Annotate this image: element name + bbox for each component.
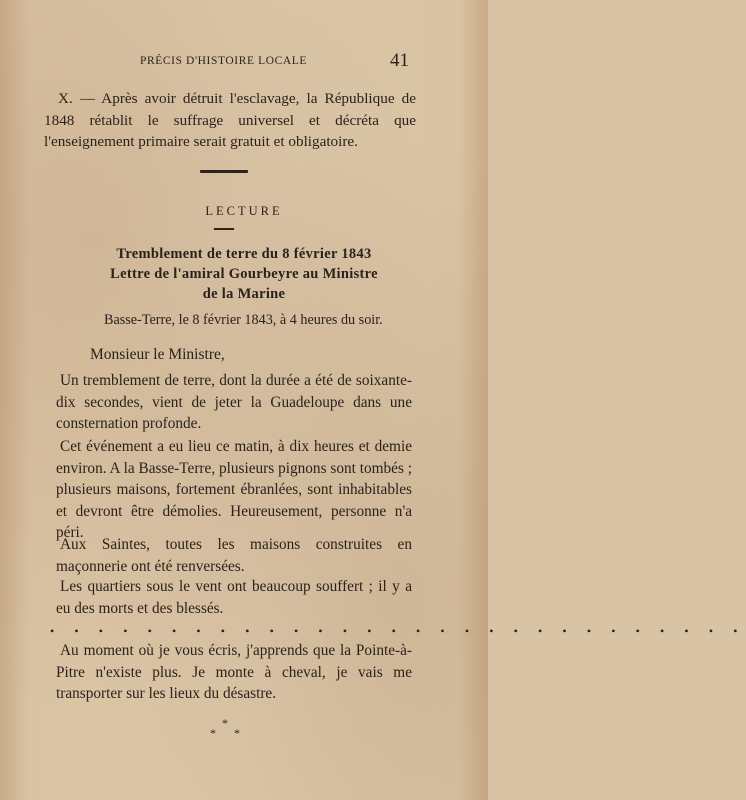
reading-title bbox=[44, 244, 444, 304]
reading-title-line-1: Tremblement de terre du 8 février 1843 bbox=[116, 246, 372, 262]
letter-date-line: Basse-Terre, le 8 février 1843, à 4 heures du soir. bbox=[104, 312, 383, 328]
reading-title-line-3: de la Marine bbox=[202, 286, 286, 302]
paragraph-text: Les quartiers sous le vent ont beaucoup souffert ; il y a eu des morts et des blessés. bbox=[56, 578, 412, 617]
running-title: PRÉCIS D'HISTOIRE LOCALE bbox=[140, 55, 308, 67]
asterism-star: * bbox=[210, 726, 216, 740]
letter-paragraph bbox=[56, 640, 412, 705]
letter-paragraph bbox=[56, 576, 412, 619]
lecture-heading: LECTURE bbox=[205, 204, 283, 218]
lecture-underline bbox=[214, 228, 234, 230]
paragraph-text: Un tremblement de terre, dont la durée a été de soixante-dix secondes, vient de jeter la Guadeloupe dans une consternation profonde. bbox=[56, 372, 412, 433]
letter-salutation: Monsieur le Ministre, bbox=[90, 346, 225, 363]
page-header bbox=[0, 52, 488, 72]
letter-paragraph bbox=[56, 436, 412, 544]
asterism-star: * bbox=[234, 726, 240, 740]
paragraph-text: Cet événement a eu lieu ce matin, à dix heures et demie environ. A la Basse-Terre, plusieurs pignons sont tombés ; plusieurs maisons, fortement ébranlées, sont inhabitables et devront être démolies. Heureusement, personne n'a péri. bbox=[56, 438, 412, 542]
section-x-paragraph: X. — Après avoir détruit l'esclavage, la République de 1848 rétablit le suffrage universel et décréta que l'enseignement primaire serait gratuit et obligatoire. bbox=[44, 90, 416, 150]
page-number: 41 bbox=[390, 50, 409, 71]
reading-title-line-2: Lettre de l'amiral Gourbeyre au Ministre bbox=[110, 266, 378, 282]
letter-paragraph bbox=[56, 534, 412, 577]
letter-paragraph bbox=[56, 370, 412, 435]
paragraph-text: Au moment où je vous écris, j'apprends que la Pointe-à-Pitre n'existe plus. Je monte à cheval, je vais me transporter sur les lieux du désastre. bbox=[56, 642, 412, 703]
asterism-star: * bbox=[222, 716, 228, 730]
section-divider bbox=[200, 170, 248, 173]
paragraph-text: Aux Saintes, toutes les maisons construites en maçonnerie ont été renversées. bbox=[56, 536, 412, 575]
ellipsis-dots: • • • • • • • • • • • • • • • • • • • • • • • • • • • • • bbox=[50, 624, 746, 638]
asterism bbox=[200, 716, 250, 744]
